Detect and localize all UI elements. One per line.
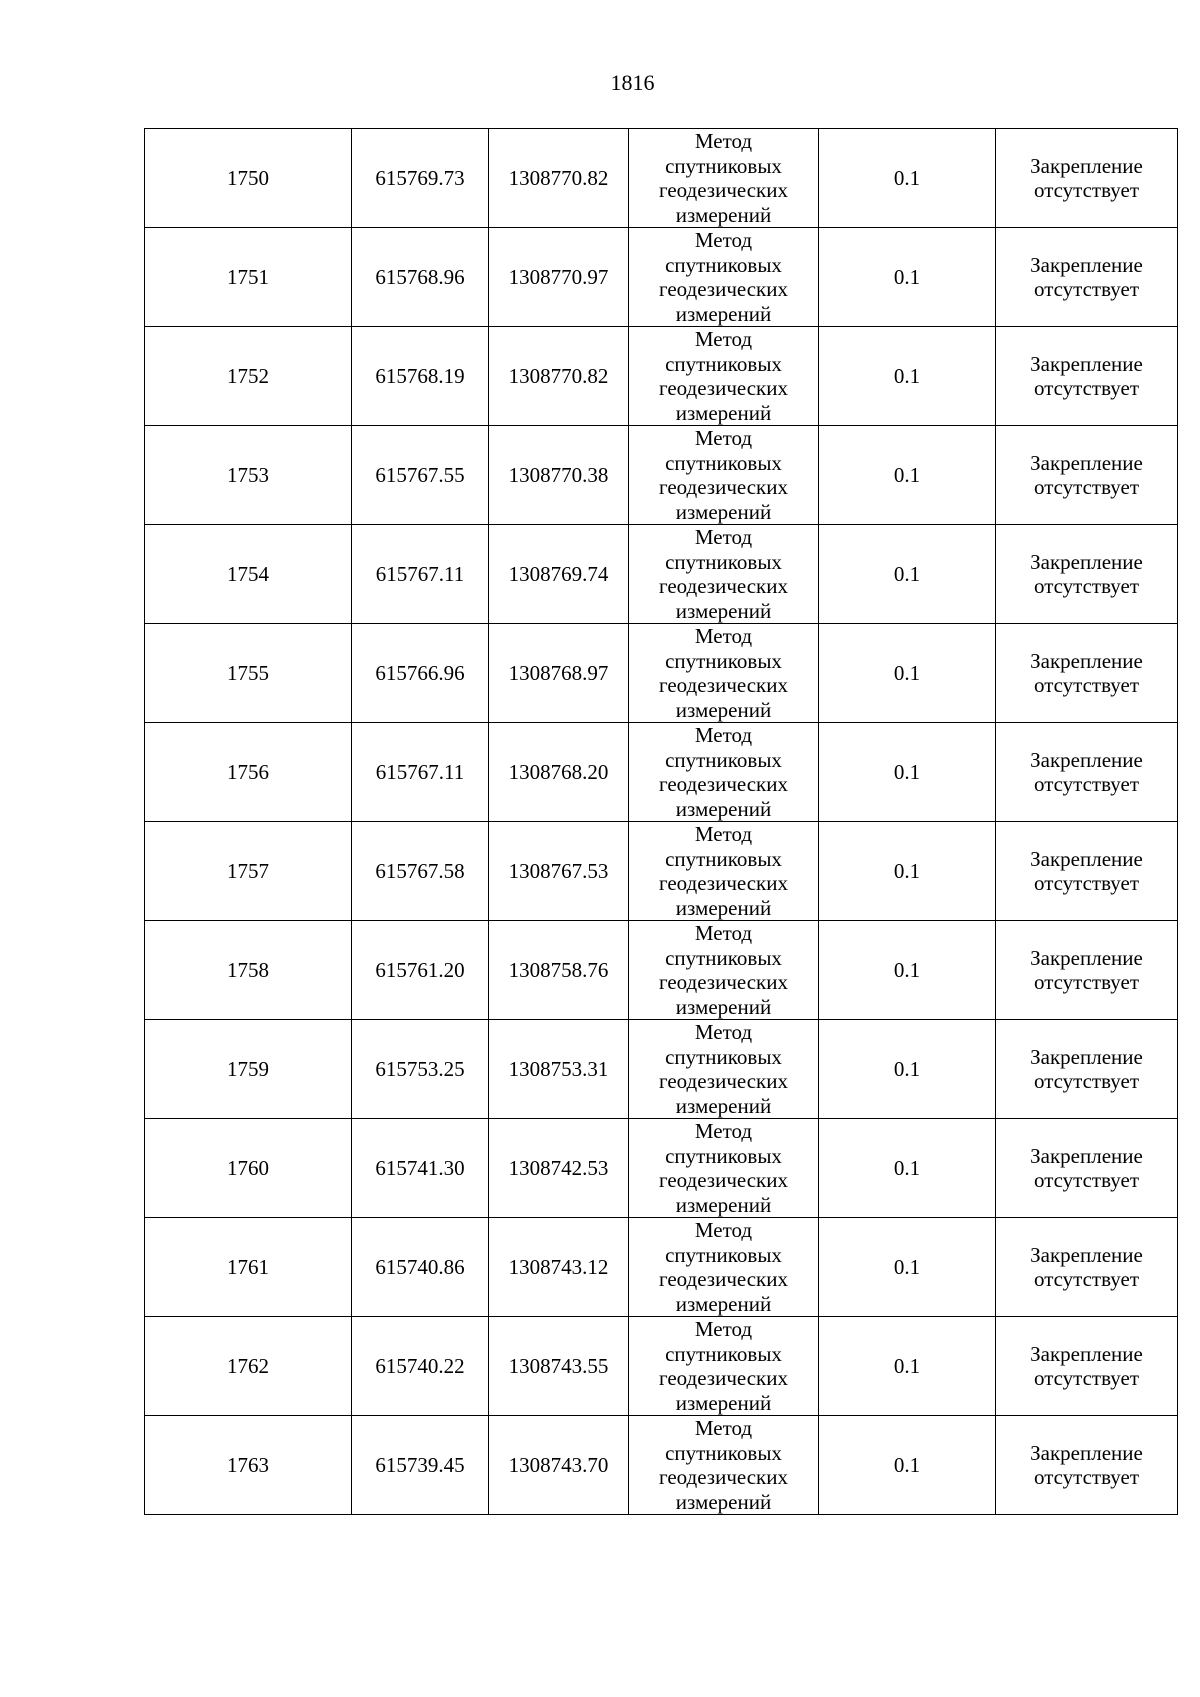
accuracy-cell: 0.1 xyxy=(819,525,996,624)
table-row xyxy=(145,228,1178,327)
method-text-line: измерений xyxy=(675,400,772,425)
method-text-line: спутниковых xyxy=(665,1242,782,1267)
accuracy-cell: 0.1 xyxy=(819,1317,996,1416)
method-text-line: измерений xyxy=(675,1291,772,1316)
fixing-cell xyxy=(996,1317,1178,1416)
coordinates-table-body xyxy=(145,129,1178,1515)
method-text-line: Метод xyxy=(694,1416,753,1440)
y-coordinate-cell: 1308767.53 xyxy=(489,822,629,921)
point-number-cell: 1757 xyxy=(145,822,352,921)
point-number-cell: 1760 xyxy=(145,1119,352,1218)
fixing-text-line: Закрепление xyxy=(1030,846,1143,871)
method-text-line: измерений xyxy=(675,895,772,920)
table-row xyxy=(145,624,1178,723)
method-text-line: измерений xyxy=(675,796,772,821)
x-coordinate-cell: 615753.25 xyxy=(352,1020,489,1119)
y-coordinate-cell: 1308770.82 xyxy=(489,327,629,426)
method-cell xyxy=(629,1416,819,1515)
table-row xyxy=(145,129,1178,228)
method-text-line: спутниковых xyxy=(665,747,782,772)
fixing-cell xyxy=(996,1119,1178,1218)
method-text-line: спутниковых xyxy=(665,1143,782,1168)
method-text-line: геодезических xyxy=(658,1168,788,1192)
method-text-line: спутниковых xyxy=(665,945,782,970)
method-text-line: измерений xyxy=(675,202,772,227)
method-cell xyxy=(629,822,819,921)
x-coordinate-cell: 615767.58 xyxy=(352,822,489,921)
table-row xyxy=(145,1218,1178,1317)
method-text-line: Метод xyxy=(694,129,753,153)
point-number-cell: 1755 xyxy=(145,624,352,723)
method-cell xyxy=(629,1218,819,1317)
method-text-line: Метод xyxy=(694,1218,753,1242)
point-number-cell: 1750 xyxy=(145,129,352,228)
x-coordinate-cell: 615766.96 xyxy=(352,624,489,723)
method-text-line: спутниковых xyxy=(665,1044,782,1069)
fixing-text-line: отсутствует xyxy=(1033,376,1140,400)
accuracy-cell: 0.1 xyxy=(819,1119,996,1218)
x-coordinate-cell: 615761.20 xyxy=(352,921,489,1020)
x-coordinate-cell: 615768.96 xyxy=(352,228,489,327)
coordinates-table xyxy=(144,128,1178,1515)
fixing-text-line: Закрепление xyxy=(1030,1242,1143,1267)
fixing-text-line: отсутствует xyxy=(1033,1168,1140,1192)
fixing-cell xyxy=(996,228,1178,327)
point-number-cell: 1753 xyxy=(145,426,352,525)
accuracy-cell: 0.1 xyxy=(819,921,996,1020)
table-row xyxy=(145,1119,1178,1218)
method-cell xyxy=(629,921,819,1020)
accuracy-cell: 0.1 xyxy=(819,723,996,822)
method-text-line: спутниковых xyxy=(665,252,782,277)
fixing-text-line: Закрепление xyxy=(1030,351,1143,376)
fixing-cell xyxy=(996,921,1178,1020)
accuracy-cell: 0.1 xyxy=(819,1020,996,1119)
point-number-cell: 1759 xyxy=(145,1020,352,1119)
y-coordinate-cell: 1308770.97 xyxy=(489,228,629,327)
x-coordinate-cell: 615768.19 xyxy=(352,327,489,426)
method-text-line: измерений xyxy=(675,994,772,1019)
method-text-line: Метод xyxy=(694,921,753,945)
method-text-line: Метод xyxy=(694,1119,753,1143)
table-row xyxy=(145,1416,1178,1515)
method-cell xyxy=(629,129,819,228)
fixing-cell xyxy=(996,822,1178,921)
table-row xyxy=(145,525,1178,624)
fixing-text-line: отсутствует xyxy=(1033,970,1140,994)
fixing-cell xyxy=(996,1218,1178,1317)
x-coordinate-cell: 615740.22 xyxy=(352,1317,489,1416)
fixing-text-line: отсутствует xyxy=(1033,1267,1140,1291)
point-number-cell: 1756 xyxy=(145,723,352,822)
method-cell xyxy=(629,1020,819,1119)
fixing-text-line: отсутствует xyxy=(1033,772,1140,796)
y-coordinate-cell: 1308768.97 xyxy=(489,624,629,723)
method-text-line: геодезических xyxy=(658,1465,788,1489)
fixing-text-line: отсутствует xyxy=(1033,673,1140,697)
method-text-line: Метод xyxy=(694,822,753,846)
point-number-cell: 1761 xyxy=(145,1218,352,1317)
method-cell xyxy=(629,525,819,624)
y-coordinate-cell: 1308743.55 xyxy=(489,1317,629,1416)
accuracy-cell: 0.1 xyxy=(819,129,996,228)
y-coordinate-cell: 1308770.38 xyxy=(489,426,629,525)
method-text-line: спутниковых xyxy=(665,450,782,475)
method-text-line: спутниковых xyxy=(665,846,782,871)
fixing-text-line: Закрепление xyxy=(1030,648,1143,673)
table-row xyxy=(145,327,1178,426)
method-text-line: спутниковых xyxy=(665,1341,782,1366)
x-coordinate-cell: 615741.30 xyxy=(352,1119,489,1218)
point-number-cell: 1751 xyxy=(145,228,352,327)
method-text-line: измерений xyxy=(675,1390,772,1415)
method-text-line: Метод xyxy=(694,624,753,648)
fixing-text-line: отсутствует xyxy=(1033,178,1140,202)
method-cell xyxy=(629,228,819,327)
method-text-line: Метод xyxy=(694,525,753,549)
y-coordinate-cell: 1308770.82 xyxy=(489,129,629,228)
table-row xyxy=(145,723,1178,822)
method-text-line: Метод xyxy=(694,327,753,351)
table-row xyxy=(145,1317,1178,1416)
method-text-line: Метод xyxy=(694,228,753,252)
method-text-line: Метод xyxy=(694,723,753,747)
method-text-line: измерений xyxy=(675,499,772,524)
accuracy-cell: 0.1 xyxy=(819,426,996,525)
method-cell xyxy=(629,624,819,723)
fixing-text-line: отсутствует xyxy=(1033,1366,1140,1390)
page-number: 1816 xyxy=(610,70,655,95)
method-cell xyxy=(629,1119,819,1218)
fixing-text-line: Закрепление xyxy=(1030,153,1143,178)
fixing-text-line: отсутствует xyxy=(1033,475,1140,499)
point-number-cell: 1758 xyxy=(145,921,352,1020)
accuracy-cell: 0.1 xyxy=(819,228,996,327)
x-coordinate-cell: 615740.86 xyxy=(352,1218,489,1317)
fixing-text-line: отсутствует xyxy=(1033,277,1140,301)
table-row xyxy=(145,1020,1178,1119)
method-text-line: геодезических xyxy=(658,1069,788,1093)
accuracy-cell: 0.1 xyxy=(819,624,996,723)
method-text-line: геодезических xyxy=(658,376,788,400)
method-text-line: Метод xyxy=(694,426,753,450)
fixing-text-line: отсутствует xyxy=(1033,871,1140,895)
method-text-line: геодезических xyxy=(658,277,788,301)
y-coordinate-cell: 1308742.53 xyxy=(489,1119,629,1218)
method-text-line: спутниковых xyxy=(665,351,782,376)
method-cell xyxy=(629,426,819,525)
method-cell xyxy=(629,1317,819,1416)
y-coordinate-cell: 1308758.76 xyxy=(489,921,629,1020)
fixing-text-line: отсутствует xyxy=(1033,1069,1140,1093)
method-text-line: геодезических xyxy=(658,871,788,895)
fixing-cell xyxy=(996,525,1178,624)
y-coordinate-cell: 1308743.12 xyxy=(489,1218,629,1317)
method-text-line: геодезических xyxy=(658,772,788,796)
fixing-text-line: отсутствует xyxy=(1033,1465,1140,1489)
fixing-text-line: Закрепление xyxy=(1030,252,1143,277)
fixing-cell xyxy=(996,624,1178,723)
y-coordinate-cell: 1308769.74 xyxy=(489,525,629,624)
method-text-line: геодезических xyxy=(658,1366,788,1390)
method-text-line: спутниковых xyxy=(665,153,782,178)
point-number-cell: 1754 xyxy=(145,525,352,624)
accuracy-cell: 0.1 xyxy=(819,327,996,426)
method-text-line: измерений xyxy=(675,301,772,326)
table-row xyxy=(145,921,1178,1020)
x-coordinate-cell: 615767.11 xyxy=(352,525,489,624)
method-text-line: измерений xyxy=(675,697,772,722)
method-text-line: спутниковых xyxy=(665,549,782,574)
method-text-line: измерений xyxy=(675,598,772,623)
method-text-line: измерений xyxy=(675,1093,772,1118)
fixing-cell xyxy=(996,723,1178,822)
fixing-text-line: отсутствует xyxy=(1033,574,1140,598)
method-text-line: измерений xyxy=(675,1192,772,1217)
method-cell xyxy=(629,327,819,426)
y-coordinate-cell: 1308753.31 xyxy=(489,1020,629,1119)
method-text-line: геодезических xyxy=(658,574,788,598)
accuracy-cell: 0.1 xyxy=(819,822,996,921)
accuracy-cell: 0.1 xyxy=(819,1416,996,1515)
fixing-text-line: Закрепление xyxy=(1030,1341,1143,1366)
accuracy-cell: 0.1 xyxy=(819,1218,996,1317)
point-number-cell: 1752 xyxy=(145,327,352,426)
method-text-line: геодезических xyxy=(658,673,788,697)
fixing-cell xyxy=(996,426,1178,525)
fixing-cell xyxy=(996,327,1178,426)
fixing-cell xyxy=(996,129,1178,228)
x-coordinate-cell: 615739.45 xyxy=(352,1416,489,1515)
method-cell xyxy=(629,723,819,822)
point-number-cell: 1763 xyxy=(145,1416,352,1515)
method-text-line: Метод xyxy=(694,1317,753,1341)
table-row xyxy=(145,426,1178,525)
fixing-text-line: Закрепление xyxy=(1030,549,1143,574)
fixing-text-line: Закрепление xyxy=(1030,747,1143,772)
fixing-cell xyxy=(996,1416,1178,1515)
method-text-line: геодезических xyxy=(658,475,788,499)
x-coordinate-cell: 615767.11 xyxy=(352,723,489,822)
fixing-text-line: Закрепление xyxy=(1030,1143,1143,1168)
fixing-text-line: Закрепление xyxy=(1030,945,1143,970)
method-text-line: спутниковых xyxy=(665,1440,782,1465)
fixing-text-line: Закрепление xyxy=(1030,1044,1143,1069)
x-coordinate-cell: 615769.73 xyxy=(352,129,489,228)
x-coordinate-cell: 615767.55 xyxy=(352,426,489,525)
y-coordinate-cell: 1308768.20 xyxy=(489,723,629,822)
method-text-line: Метод xyxy=(694,1020,753,1044)
fixing-text-line: Закрепление xyxy=(1030,1440,1143,1465)
point-number-cell: 1762 xyxy=(145,1317,352,1416)
fixing-text-line: Закрепление xyxy=(1030,450,1143,475)
method-text-line: геодезических xyxy=(658,970,788,994)
table-row xyxy=(145,822,1178,921)
method-text-line: геодезических xyxy=(658,1267,788,1291)
method-text-line: геодезических xyxy=(658,178,788,202)
method-text-line: измерений xyxy=(675,1489,772,1514)
fixing-cell xyxy=(996,1020,1178,1119)
method-text-line: спутниковых xyxy=(665,648,782,673)
y-coordinate-cell: 1308743.70 xyxy=(489,1416,629,1515)
